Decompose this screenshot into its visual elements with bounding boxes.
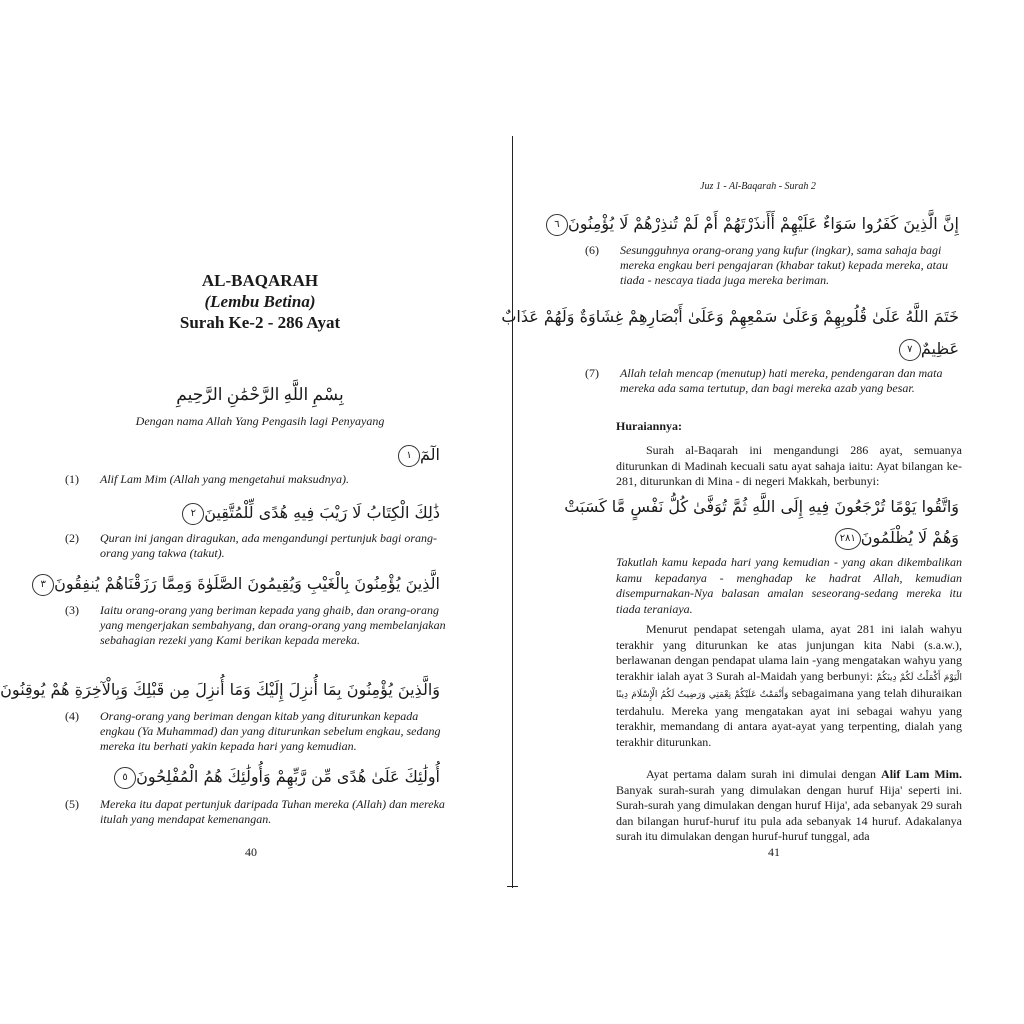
verse-4-arabic-text: وَالَّذِينَ يُؤْمِنُونَ بِمَا أُنزِلَ إِلَيْكَ وَمَا أُنزِلَ مِن قَبْلِكَ وَبِالْآخِرَةِ هُمْ يُوقِنُونَ	[0, 680, 440, 699]
quote-arabic-line1: وَاتَّقُوا يَوْمًا تُرْجَعُونَ فِيهِ إِلَى اللَّهِ ثُمَّ تُوَفَّىٰ كُلُّ نَفْسٍ مَّا كَسَبَتْ	[564, 497, 959, 516]
surah-info: Surah Ke-2 - 286 Ayat	[179, 313, 341, 332]
verse-number: (5)	[65, 797, 79, 811]
paragraph-2-start: Menurut pendapat setengah ulama, ayat 281 ini ialah wahyu terakhir yang diturunkan ke atas junjungan kita Nabi (s.a.w.), berlawanan dengan pendapat ulama lain -yang mengatakan wahyu yang terakhir ialah ayat 3 Surah al-Maidah yang berbunyi:	[616, 622, 962, 683]
verse-7-translation	[585, 366, 952, 396]
verse-6-arabic-text: إِنَّ الَّذِينَ كَفَرُوا سَوَاءٌ عَلَيْهِمْ أَأَنذَرْتَهُمْ أَمْ لَمْ تُنذِرْهُمْ لَا يُؤْمِنُونَ	[567, 214, 959, 233]
verse-7-arabic-line2	[599, 336, 959, 362]
ayah-number-mark: ٥	[114, 767, 136, 789]
verse-number: (2)	[65, 531, 79, 545]
page-number-left: 40	[245, 845, 257, 859]
verse-2-arabic	[62, 500, 440, 526]
paragraph-2-end: sebagaimana yang telah dihuraikan terdahulu. Mereka yang mengatakan ayat ini sebagai wahyu yang terakhir, memandang di antara ayat-ayat yang terpenting, dialah yang terakhir diturunkan.	[616, 686, 962, 749]
verse-4-translation	[65, 709, 448, 754]
ayah-number-mark: ١	[398, 445, 420, 467]
book-spine	[512, 136, 513, 888]
verse-number: (4)	[65, 709, 79, 723]
verse-2-translation-text: Quran ini jangan diragukan, ada mengandungi pertunjuk bagi orang-orang yang takwa (takut).	[100, 531, 437, 560]
verse-1-translation	[65, 472, 448, 487]
paragraph-3-bold: Alif Lam Mim.	[881, 767, 962, 781]
verse-6-translation	[585, 243, 952, 288]
paragraph-3	[616, 767, 962, 845]
inline-arabic-quote: الْيَوْمَ أَكْمَلْتُ لَكُمْ دِينَكُمْ وَأَتْمَمْتُ عَلَيْكُمْ نِعْمَتِي وَرَضِيتُ لَكُمُ الْإِسْلَامَ دِينًا	[616, 672, 962, 700]
ayah-number-mark: ٢	[182, 503, 204, 525]
ayah-number-mark: ٧	[899, 339, 921, 361]
verse-number: (1)	[65, 472, 79, 486]
paragraph-1	[616, 443, 962, 490]
page-number-right: 41	[768, 845, 780, 859]
quote-arabic-text: وَهُمْ لَا يُظْلَمُونَ	[860, 528, 959, 547]
paragraph-2	[616, 622, 962, 750]
paragraph-1-text: Surah al-Baqarah ini mengandungi 286 ayat, semuanya diturunkan di Madinah kecuali satu ayat sahaja iaitu: Ayat bilangan ke-281, diturunkan di Mina - di negeri Makkah, berbunyi:	[616, 443, 962, 488]
verse-3-translation-text: Iaitu orang-orang yang beriman kepada yang ghaib, dan orang-orang yang mengerjakan sembahyang, dan orang-orang yang membelanjakan sebahagian rezeki yang Kami berikan kepada mereka.	[100, 603, 446, 647]
ayah-number-mark: ٣	[32, 574, 54, 596]
ayah-number-mark: ٢٨١	[835, 528, 861, 550]
quote-arabic-line2	[674, 525, 959, 551]
verse-3-translation	[65, 603, 448, 648]
quote-translation: Takutlah kamu kepada hari yang kemudian - yang akan dikembalikan kamu kepadanya - menghadap ke hadrat Allah, kemudian disempurnakan-Nya balasan amalan seseorang-sedang mereka itu tiada teraniaya.	[616, 555, 962, 616]
ayah-number-mark: ٦	[546, 214, 568, 236]
verse-5-translation-text: Mereka itu dapat pertunjuk daripada Tuhan mereka (Allah) dan mereka itulah yang mendapat kemenangan.	[100, 797, 445, 826]
verse-3-arabic	[40, 571, 440, 597]
verse-6-translation-text: Sesungguhnya orang-orang yang kufur (ingkar), sama sahaja bagi mereka engkau beri pengajaran (khabar takut) kepada mereka, atau tiada - nescaya tiada juga mereka beriman.	[620, 243, 949, 287]
verse-1-translation-text: Alif Lam Mim (Allah yang mengetahui maksudnya).	[100, 472, 349, 486]
surah-subtitle: (Lembu Betina)	[204, 292, 316, 311]
verse-1-arabic-text: الٓمٓ	[420, 445, 440, 464]
right-page	[501, 0, 1024, 1024]
verse-5-arabic-text: أُولَٰئِكَ عَلَىٰ هُدًى مِّن رَّبِّهِمْ وَأُولَٰئِكَ هُمُ الْمُفْلِحُونَ	[136, 767, 440, 786]
verse-number: (3)	[65, 603, 79, 617]
section-heading: Huraiannya:	[616, 419, 683, 433]
surah-title-block	[70, 270, 450, 333]
verse-4-translation-text: Orang-orang yang beriman dengan kitab yang diturunkan kepada engkau (Ya Muhammad) dan yang diturunkan sebelum engkau, sedang mereka itu berhati yakin kepada hari yang kemudian.	[100, 709, 441, 753]
verse-7-arabic-text: عَظِيمٌ	[920, 339, 959, 358]
verse-2-arabic-text: ذَٰلِكَ الْكِتَابُ لَا رَيْبَ فِيهِ هُدًى لِّلْمُتَّقِينَ	[204, 503, 440, 522]
basmalah-translation: Dengan nama Allah Yang Pengasih lagi Penyayang	[135, 414, 385, 428]
paragraph-3-start: Ayat pertama dalam surah ini dimulai dengan	[646, 767, 877, 781]
verse-5-arabic	[62, 764, 440, 790]
verse-7-translation-text: Allah telah mencap (menutup) hati mereka, pendengaran dan mata mereka ada sama tertutup, dan bagi mereka azab yang besar.	[620, 366, 943, 395]
running-head: Juz 1 - Al-Baqarah - Surah 2	[700, 181, 816, 192]
verse-7-arabic-line1: خَتَمَ اللَّهُ عَلَىٰ قُلُوبِهِمْ وَعَلَىٰ سَمْعِهِمْ وَعَلَىٰ أَبْصَارِهِمْ غِشَاوَةٌ وَلَهُمْ عَذَابٌ	[501, 307, 959, 326]
verse-1-arabic	[62, 442, 440, 468]
verse-2-translation	[65, 531, 448, 561]
basmalah-arabic: بِسْمِ اللَّهِ الرَّحْمَٰنِ الرَّحِيمِ	[176, 385, 344, 404]
verse-6-arabic	[554, 211, 959, 237]
paragraph-3-end: Banyak surah-surah yang dimulakan dengan huruf Hija' seperti ini. Surah-surah yang dimulakan dengan huruf Hija', ada sebanyak 29 surah dan bilangan huruf-huruf itu pula ada sebanyak 14 huruf. Adakalanya surah itu dimulakan dengan huruf-huruf tunggal, ada	[616, 782, 962, 843]
verse-3-arabic-text: الَّذِينَ يُؤْمِنُونَ بِالْغَيْبِ وَيُقِيمُونَ الصَّلَوٰةَ وَمِمَّا رَزَقْنَاهُمْ يُنفِقُونَ	[54, 574, 440, 593]
verse-number: (7)	[585, 366, 599, 380]
verse-5-translation	[65, 797, 448, 827]
verse-4-arabic	[0, 677, 440, 703]
surah-title: AL-BAQARAH	[201, 271, 319, 290]
verse-number: (6)	[585, 243, 599, 257]
